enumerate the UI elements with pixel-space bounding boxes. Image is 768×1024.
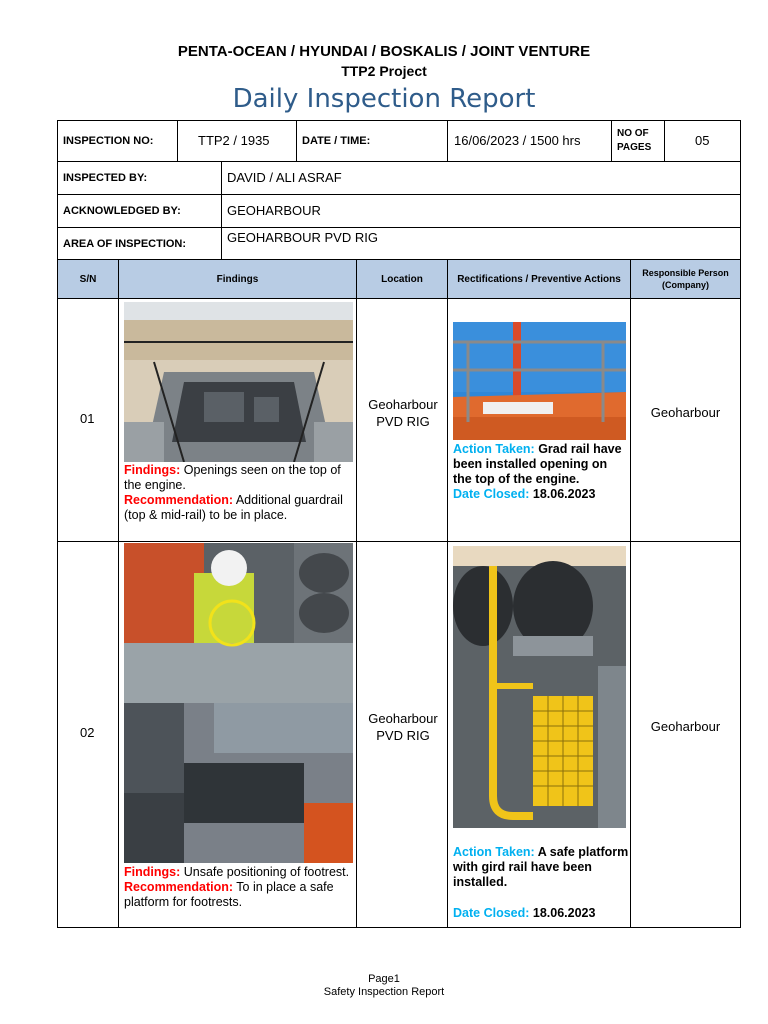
row2-findings-text	[124, 865, 350, 910]
row1-findings-label: Findings:	[124, 463, 181, 477]
date-time-label: DATE / TIME:	[302, 135, 371, 147]
row1-responsible-cell	[630, 298, 741, 542]
footer-doc: Safety Inspection Report	[323, 986, 445, 998]
row2-location-cell	[356, 541, 448, 928]
acknowledged-by: GEOHARBOUR	[227, 203, 321, 218]
project-name: TTP2 Project	[341, 63, 427, 79]
report-title: Daily Inspection Report	[232, 84, 536, 114]
acknowledged-by-label-cell	[57, 194, 222, 228]
row1-sn-cell	[57, 298, 119, 542]
no-of-pages-cell	[664, 120, 741, 162]
inspection-no: TTP2 / 1935	[198, 133, 270, 148]
row1-closed-date: 18.06.2023	[529, 487, 596, 501]
row2-findings-label: Findings:	[124, 865, 181, 879]
area-label-cell	[57, 227, 222, 260]
date-time-label-cell	[296, 120, 448, 162]
date-time-cell	[447, 120, 612, 162]
row1-action-text	[453, 442, 629, 502]
row2-action-text	[453, 845, 629, 890]
col-rectifications-label: Rectifications / Preventive Actions	[457, 273, 621, 285]
row1-action-label: Action Taken:	[453, 442, 535, 456]
col-sn	[57, 259, 119, 299]
col-findings	[118, 259, 357, 299]
row2-closed-label: Date Closed:	[453, 906, 530, 920]
col-location-label: Location	[381, 273, 423, 285]
row2-sn-cell	[57, 541, 119, 928]
row2-closed-date: 18.06.2023	[529, 906, 596, 920]
footer-page: Page1	[368, 973, 400, 985]
row1-closed-label: Date Closed:	[453, 487, 530, 501]
inspection-no-label-cell	[57, 120, 178, 162]
col-responsible-label: Responsible Person (Company)	[642, 268, 729, 290]
col-sn-label: S/N	[79, 273, 97, 285]
row1-recommendation-desc: Additional guardrail (top & mid-rail) to be in place.	[124, 493, 343, 522]
date-time: 16/06/2023 / 1500 hrs	[454, 133, 581, 148]
col-location	[356, 259, 448, 299]
area: GEOHARBOUR PVD RIG	[227, 230, 378, 245]
inspection-no-cell	[177, 120, 297, 162]
col-findings-label: Findings	[216, 273, 259, 285]
row2-location: Geoharbour PVD RIG	[368, 711, 438, 743]
acknowledged-by-cell	[221, 194, 741, 228]
row1-findings-text	[124, 463, 350, 523]
row2-findings-desc: Unsafe positioning of footrest.	[180, 865, 350, 879]
no-of-pages-label-cell	[611, 120, 665, 162]
row1-findings-cell	[118, 298, 357, 542]
area-cell	[221, 227, 741, 260]
row2-action-desc: A safe platform with gird rail have been installed.	[453, 845, 629, 889]
inspection-no-label: INSPECTION NO:	[63, 135, 154, 147]
inspected-by: DAVID / ALI ASRAF	[227, 170, 342, 185]
col-responsible	[630, 259, 741, 299]
action-photo-guardrail	[453, 322, 626, 440]
acknowledged-by-label: ACKNOWLEDGED BY:	[63, 205, 181, 217]
action-photo-platform	[453, 546, 626, 828]
row2-findings-cell	[118, 541, 357, 928]
finding-photo-engine-opening	[124, 302, 353, 462]
row2-responsible-cell	[630, 541, 741, 928]
row2-action-label: Action Taken:	[453, 845, 535, 859]
row2-sn: 02	[80, 725, 95, 740]
row1-location: Geoharbour PVD RIG	[368, 397, 438, 429]
company-header: PENTA-OCEAN / HYUNDAI / BOSKALIS / JOINT VENTURE	[177, 43, 591, 60]
row1-action-cell	[447, 298, 631, 542]
row1-location-cell	[356, 298, 448, 542]
area-label: AREA OF INSPECTION:	[63, 238, 187, 250]
no-of-pages-label: NO OF PAGES	[617, 128, 652, 153]
finding-photo-footrest	[124, 543, 353, 863]
col-rectifications	[447, 259, 631, 299]
row1-recommendation-label: Recommendation:	[124, 493, 234, 507]
row2-closed-text	[453, 906, 629, 921]
inspected-by-label: INSPECTED BY:	[63, 172, 148, 184]
row2-recommendation-desc: To in place a safe platform for footrests.	[124, 880, 334, 909]
row2-responsible: Geoharbour	[650, 719, 721, 734]
row1-responsible: Geoharbour	[650, 405, 721, 420]
row1-sn: 01	[80, 411, 95, 426]
inspected-by-label-cell	[57, 161, 222, 195]
row2-action-cell	[447, 541, 631, 928]
row1-action-desc: Grad rail have been installed opening on the top of the engine.	[453, 442, 622, 486]
row2-recommendation-label: Recommendation:	[124, 880, 234, 894]
row1-findings-desc: Openings seen on the top of the engine.	[124, 463, 341, 492]
no-of-pages: 05	[695, 133, 710, 148]
inspected-by-cell	[221, 161, 741, 195]
